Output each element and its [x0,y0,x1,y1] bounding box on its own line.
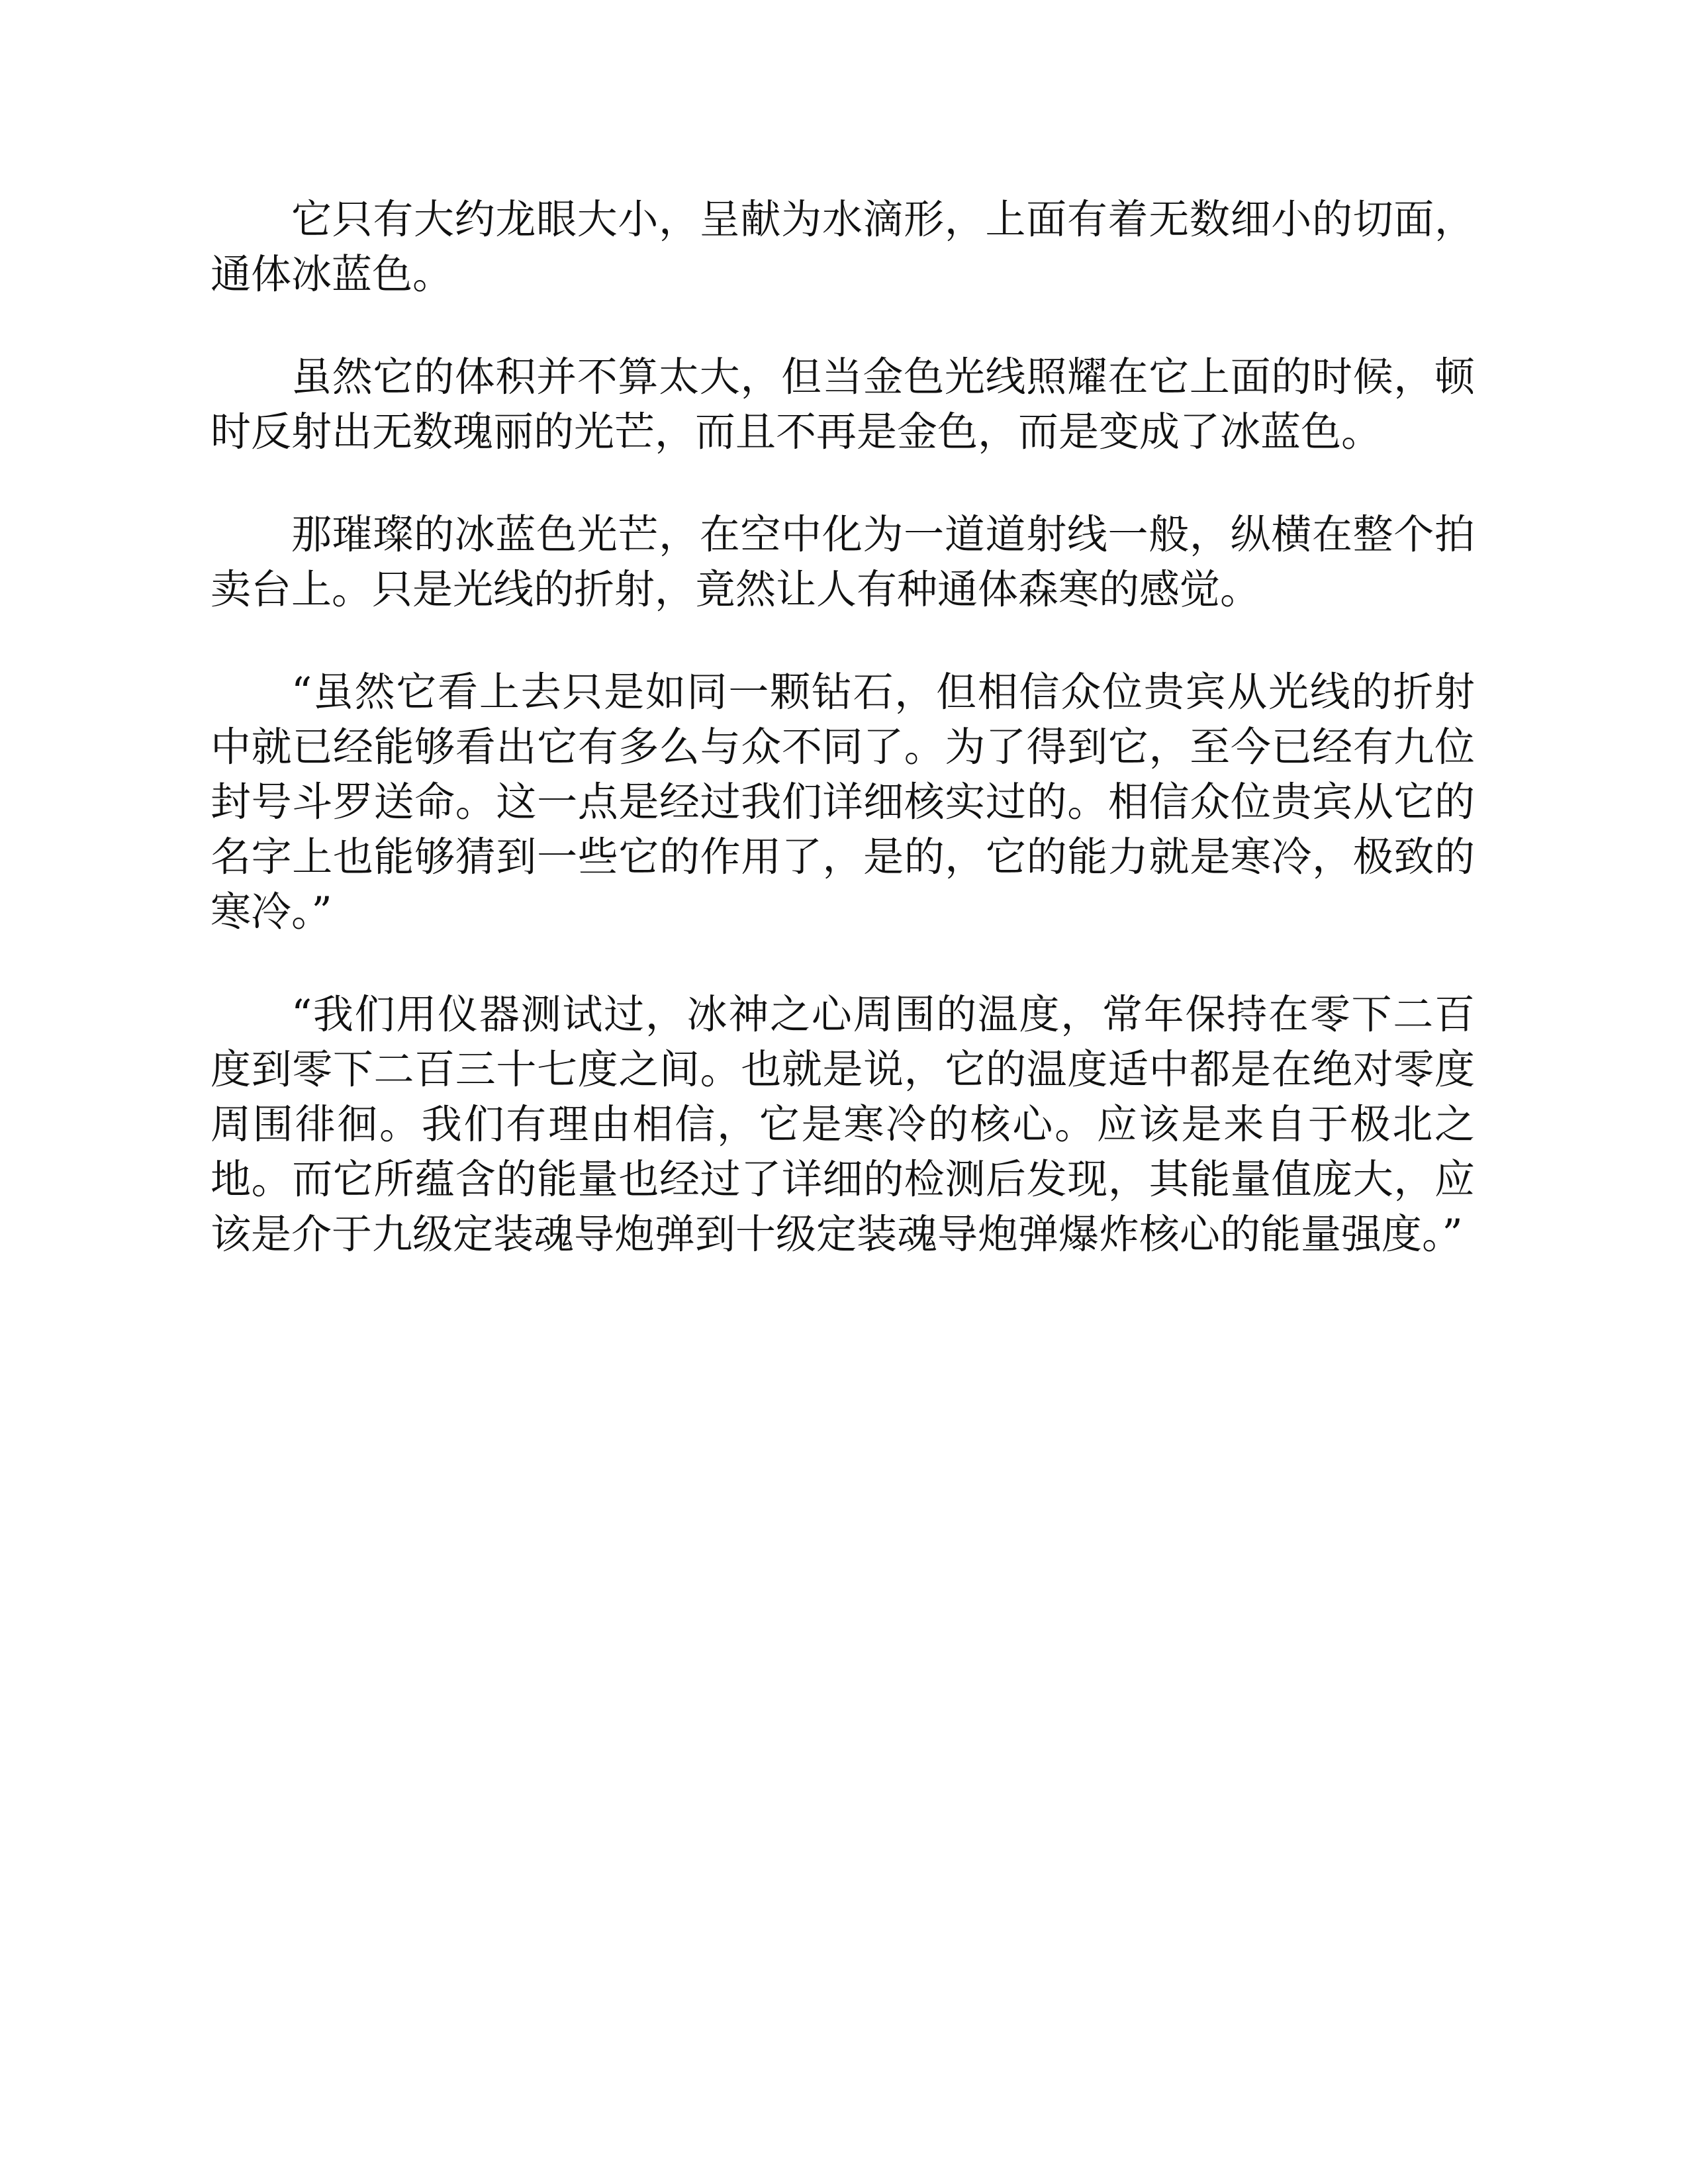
paragraph-4: “虽然它看上去只是如同一颗钻石，但相信众位贵宾从光线的折射中就已经能够看出它有多么与众不同了。为了得到它，至今已经有九位封号斗罗送命。这一点是经过我们详细核实过的。相信众位贵宾从它的名字上也能够猜到一些它的作用了，是的，它的能力就是寒冷，极致的寒冷。” [211,669,1475,935]
paragraph-3: 那璀璨的冰蓝色光芒，在空中化为一道道射线一般，纵横在整个拍卖台上。只是光线的折射，竟然让人有种通体森寒的感觉。 [211,511,1475,613]
document-body [211,192,1475,1262]
paragraph-5: “我们用仪器测试过，冰神之心周围的温度，常年保持在零下二百度到零下二百三十七度之间。也就是说，它的温度适中都是在绝对零度周围徘徊。我们有理由相信，它是寒冷的核心。应该是来自于极北之地。而它所蕴含的能量也经过了详细的检测后发现，其能量值庞大，应该是介于九级定装魂导炮弹到十级定装魂导炮弹爆炸核心的能量强度。” [211,991,1475,1258]
paragraph-2: 虽然它的体积并不算太大，但当金色光线照耀在它上面的时候，顿时反射出无数瑰丽的光芒，而且不再是金色，而是变成了冰蓝色。 [211,354,1475,455]
paragraph-1: 它只有大约龙眼大小，呈献为水滴形，上面有着无数细小的切面，通体冰蓝色。 [211,196,1475,298]
